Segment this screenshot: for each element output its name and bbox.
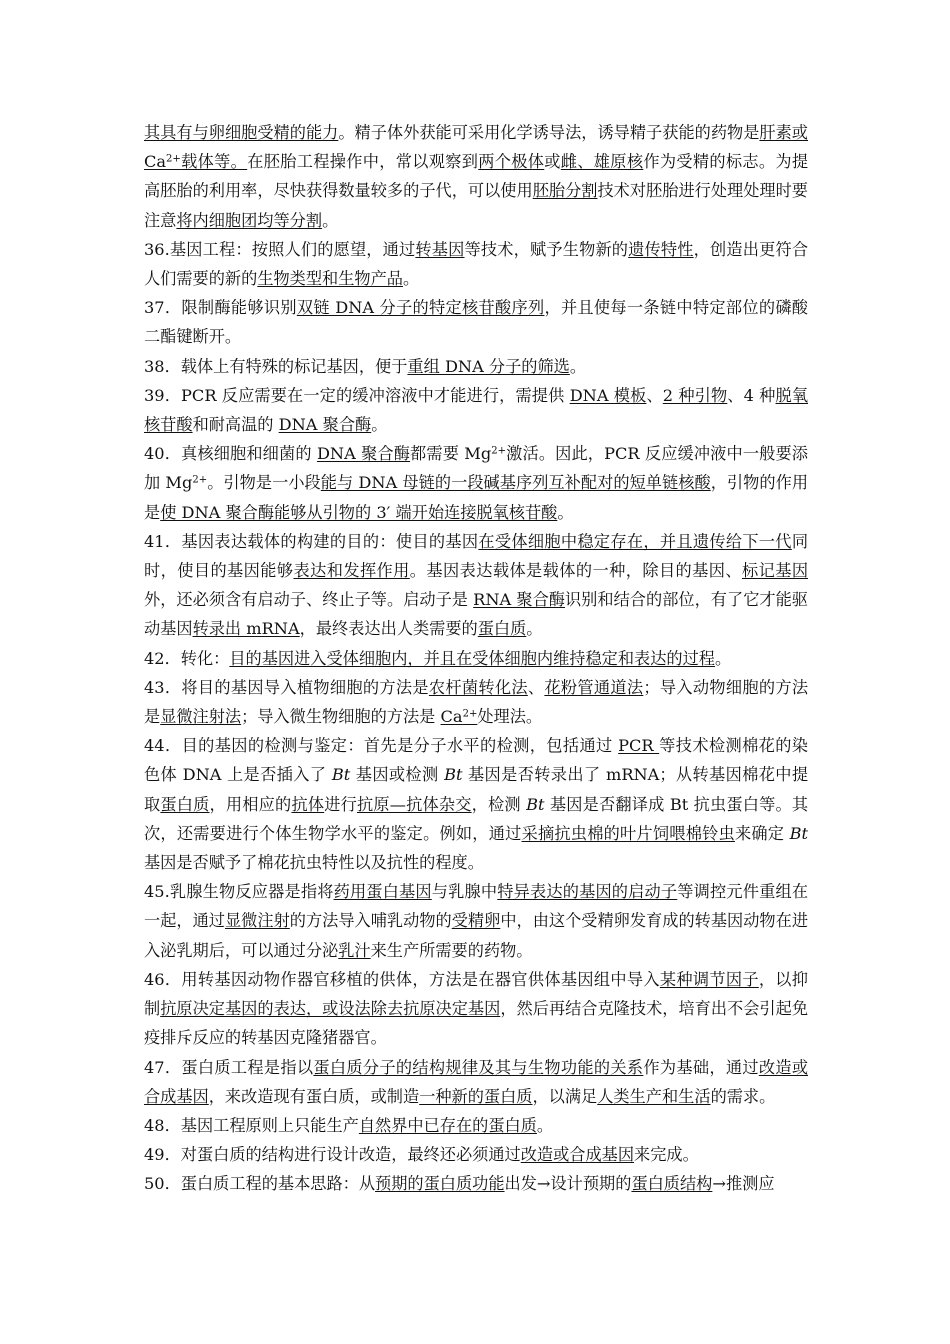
paragraph: [144, 1111, 808, 1140]
text-run: 2+: [491, 445, 507, 457]
underlined-answer: 蛋白质结构: [631, 1174, 713, 1194]
text-run: Bt: [444, 765, 463, 785]
text-run: 基因是否翻译成 Bt 抗虫蛋白等。其次，还需要进行个体生物学水平的鉴定。例如，通过: [144, 794, 809, 843]
text-run: 2+: [192, 474, 208, 486]
underlined-answer: 抗体: [291, 794, 325, 814]
text-run: ，然后再结合克隆技术，培育出不会引起免疫排斥反应的转基因克隆猪器官。: [144, 999, 809, 1048]
text-run: 39．PCR 反应需要在一定的缓冲溶液中才能进行，需提供: [144, 385, 570, 405]
text-run: 来生产所需要的药物。: [370, 940, 533, 960]
text-run: 。: [322, 210, 339, 230]
underlined-answer: DNA 聚合酶: [316, 444, 411, 464]
underlined-answer: 雌、雄原核: [560, 152, 644, 172]
text-run: 49．对蛋白质的结构进行设计改造，最终还必须通过: [144, 1145, 521, 1165]
paragraph: [144, 1140, 808, 1169]
document-page: [144, 118, 808, 1199]
underlined-answer: 肝素或 Ca: [144, 123, 808, 172]
text-run: 。: [371, 415, 388, 435]
text-run: 44．目的基因的检测与鉴定：首先是分子水平的检测，包括通过: [144, 736, 619, 756]
underlined-answer: 显微注射: [224, 911, 290, 931]
text-run: 。: [714, 648, 732, 668]
text-run: 等技术，赋予生物新的: [464, 239, 629, 259]
text-run: 、: [646, 385, 663, 405]
text-run: 与乳腺中: [431, 882, 498, 902]
paragraph: [144, 965, 808, 1053]
underlined-answer: 蛋白质分子的结构规律及其与生物功能的关系: [313, 1057, 644, 1077]
text-run: 40．真核细胞和细菌的: [144, 444, 317, 464]
text-run: 46．用转基因动物作器官移植的供体，方法是在器官供体基因组中导入: [144, 969, 660, 989]
underlined-answer: 转基因: [415, 239, 465, 259]
text-run: 。: [403, 269, 420, 289]
paragraph: [144, 877, 808, 965]
paragraph: [144, 1169, 808, 1198]
underlined-answer: 预期的蛋白质功能: [375, 1174, 505, 1194]
underlined-answer: 花粉管通道法: [544, 677, 644, 697]
text-run: 等技术检测棉花的染色体 DNA 上是否插入了: [144, 736, 808, 785]
underlined-answer: 两个极体: [478, 152, 545, 172]
text-run: 48．基因工程原则上只能生产: [144, 1115, 359, 1135]
underlined-answer: 显微注射法: [160, 707, 242, 727]
underlined-answer: 载体等。: [180, 152, 248, 172]
text-run: 同时，使目的基因能够: [144, 531, 808, 581]
text-run: 或: [544, 152, 561, 172]
text-run: 。: [536, 1115, 554, 1135]
underlined-answer: 2 种引物: [662, 385, 728, 405]
text-run: 38．载体上有特殊的标记基因，便于: [144, 356, 408, 376]
underlined-answer: DNA 聚合酶: [278, 415, 372, 435]
text-run: ，用相应的: [209, 794, 292, 814]
underlined-answer: 一种新的蛋白质: [419, 1086, 533, 1106]
text-run: ；导入动物细胞的方法是: [144, 677, 809, 727]
text-run: ，并且使每一条链中特定部位的磷酸二酯键断开。: [144, 298, 808, 347]
underlined-answer: 将内细胞团均等分割: [176, 210, 323, 230]
underlined-answer: 2+: [166, 153, 181, 165]
underlined-answer: 抗原—抗体杂交: [356, 794, 472, 814]
underlined-answer: 标记基因: [742, 561, 809, 581]
text-run: 42．转化：: [144, 648, 230, 668]
text-run: 。引物是一小段: [207, 473, 321, 493]
text-run: 基因是否转录出了 mRNA；从转基因棉花中提取: [144, 765, 809, 814]
underlined-answer: 胚胎分割: [532, 181, 598, 201]
underlined-answer: 改造或合成基因: [520, 1145, 635, 1165]
underlined-answer: 生物类型和生物产品: [257, 269, 403, 289]
paragraph: [144, 527, 808, 644]
underlined-answer: 受精卵: [451, 911, 501, 931]
text-run: 识别和结合的部位，有了它才能驱动基因: [144, 590, 808, 639]
text-run: ，来改造现有蛋白质，或制造: [208, 1086, 420, 1106]
text-run: 技术对胚胎进行处理处理时要注意: [144, 181, 808, 230]
text-run: 和耐高温的: [192, 415, 279, 435]
underlined-answer: 改造或合成基因: [144, 1057, 809, 1106]
underlined-answer: RNA 聚合酶: [473, 590, 565, 610]
underlined-answer: 农杆菌转化法: [428, 677, 528, 697]
text-run: 41．基因表达载体的构建的目的：使目的基因: [144, 531, 479, 551]
underlined-answer: 转录出 mRNA: [192, 619, 300, 639]
text-run: 37．限制酶能够识别: [144, 298, 297, 318]
paragraph: [144, 673, 808, 731]
underlined-answer: 某种调节因子: [659, 969, 759, 989]
paragraph: [144, 352, 808, 381]
underlined-answer: 在受体细胞中稳定存在，并且遗传给下一代: [478, 531, 792, 551]
paragraph: [144, 731, 808, 877]
underlined-answer: 乳汁: [338, 940, 371, 960]
paragraph: [144, 1053, 808, 1111]
paragraph: [144, 381, 808, 439]
text-run: 激活。因此，PCR 反应缓冲液中一般要添加 Mg: [144, 444, 808, 493]
underlined-answer: 抗原决定基因的表达，或设法除去抗原决定基因: [160, 999, 501, 1019]
underlined-answer: 能与 DNA 母链的一段碱基序列互补配对的短单链核酸: [320, 473, 711, 493]
underlined-answer: PCR: [618, 736, 660, 756]
paragraph: [144, 439, 808, 527]
text-run: 在胚胎工程操作中，常以观察到: [247, 152, 479, 172]
underlined-answer: 人类生产和生活: [597, 1086, 711, 1106]
text-run: 作为受精的标志。为提高胚胎的利用率，尽快获得数量较多的子代，可以使用: [144, 152, 809, 201]
text-run: 。: [557, 502, 574, 522]
underlined-answer: Ca: [440, 707, 463, 727]
underlined-answer: 表达和发挥作用: [293, 561, 410, 581]
text-run: 。精子体外获能可采用化学诱导法，诱导精子获能的药物是: [338, 123, 760, 142]
underlined-answer: 目的基因进入受体细胞内，并且在受体细胞内维持稳定和表达的过程: [229, 648, 715, 668]
text-run: 中，由这个受精卵发育成的转基因动物在进入泌乳期后，可以通过分泌: [144, 911, 809, 960]
underlined-answer: DNA 模板: [569, 385, 647, 405]
underlined-answer: 蛋白质: [477, 619, 527, 639]
underlined-answer: 采摘抗虫棉的叶片饲喂棉铃虫: [521, 823, 735, 843]
text-run: 进行: [324, 794, 357, 814]
text-run: 都需要 Mg: [410, 444, 492, 464]
underlined-answer: 自然界中已存在的蛋白质: [358, 1115, 537, 1135]
text-run: ，创造出更符合人们需要的新的: [144, 239, 809, 289]
text-run: 45.乳腺生物反应器是指将: [144, 882, 334, 902]
underlined-answer: 蛋白质: [160, 794, 210, 814]
text-run: ，引物的作用是: [144, 473, 809, 522]
text-run: 基因是否赋予了棉花抗虫特性以及抗性的程度。: [144, 853, 484, 873]
text-run: 47．蛋白质工程是指以: [144, 1057, 314, 1077]
text-run: 的方法导入哺乳动物的: [289, 911, 452, 931]
text-run: Bt: [526, 794, 545, 814]
text-run: 、4 种: [727, 385, 776, 405]
text-run: 的需求。: [710, 1086, 776, 1106]
underlined-answer: 2+: [462, 708, 478, 720]
underlined-answer: 重组 DNA 分子的筛选: [407, 356, 570, 376]
text-run: 。基因表达载体是载体的一种，除目的基因、: [409, 561, 742, 581]
text-run: 基因或检测: [350, 765, 445, 785]
text-run: 作为基础，通过: [643, 1057, 759, 1077]
paragraph: [144, 293, 808, 351]
text-run: 50．蛋白质工程的基本思路：从: [144, 1174, 376, 1194]
text-run: 来完成。: [634, 1145, 699, 1165]
underlined-answer: 特异表达的基因的启动子: [497, 882, 678, 902]
text-run: ，以满足: [532, 1086, 598, 1106]
underlined-answer: 脱氧核苷酸: [144, 385, 809, 435]
text-run: 等调控元件重组在一起，通过: [144, 882, 809, 931]
paragraph: [144, 118, 808, 235]
underlined-answer: 药用蛋白基因: [333, 882, 432, 902]
text-run: 、: [527, 677, 545, 697]
text-run: →推测应: [712, 1174, 775, 1194]
text-run: 36.基因工程：按照人们的愿望，通过: [144, 239, 416, 259]
underlined-answer: 使 DNA 聚合酶能够从引物的 3′ 端开始连接脱氧核苷酸: [160, 502, 558, 522]
paragraph: [144, 235, 808, 293]
text-run: ；导入微生物细胞的方法是: [241, 707, 441, 727]
paragraph: [144, 644, 808, 673]
text-run: 。: [569, 356, 587, 376]
text-run: ，以抑制: [144, 969, 808, 1019]
underlined-answer: 遗传特性: [628, 239, 694, 259]
text-run: ，最终表达出人类需要的: [299, 619, 478, 639]
text-run: ，检测: [471, 794, 527, 814]
text-run: 43．将目的基因导入植物细胞的方法是: [144, 677, 429, 697]
text-run: Bt: [789, 823, 808, 843]
text-run: 出发→设计预期的: [504, 1174, 632, 1194]
text-run: 外，还必须含有启动子、终止子等。启动子是: [144, 590, 474, 610]
text-run: Bt: [331, 765, 351, 785]
text-run: 来确定: [734, 823, 790, 843]
underlined-answer: 双链 DNA 分子的特定核苷酸序列: [296, 298, 545, 318]
text-run: 处理法。: [477, 707, 543, 727]
text-run: 。: [526, 619, 543, 639]
underlined-answer: 其具有与卵细胞受精的能力: [144, 123, 339, 142]
